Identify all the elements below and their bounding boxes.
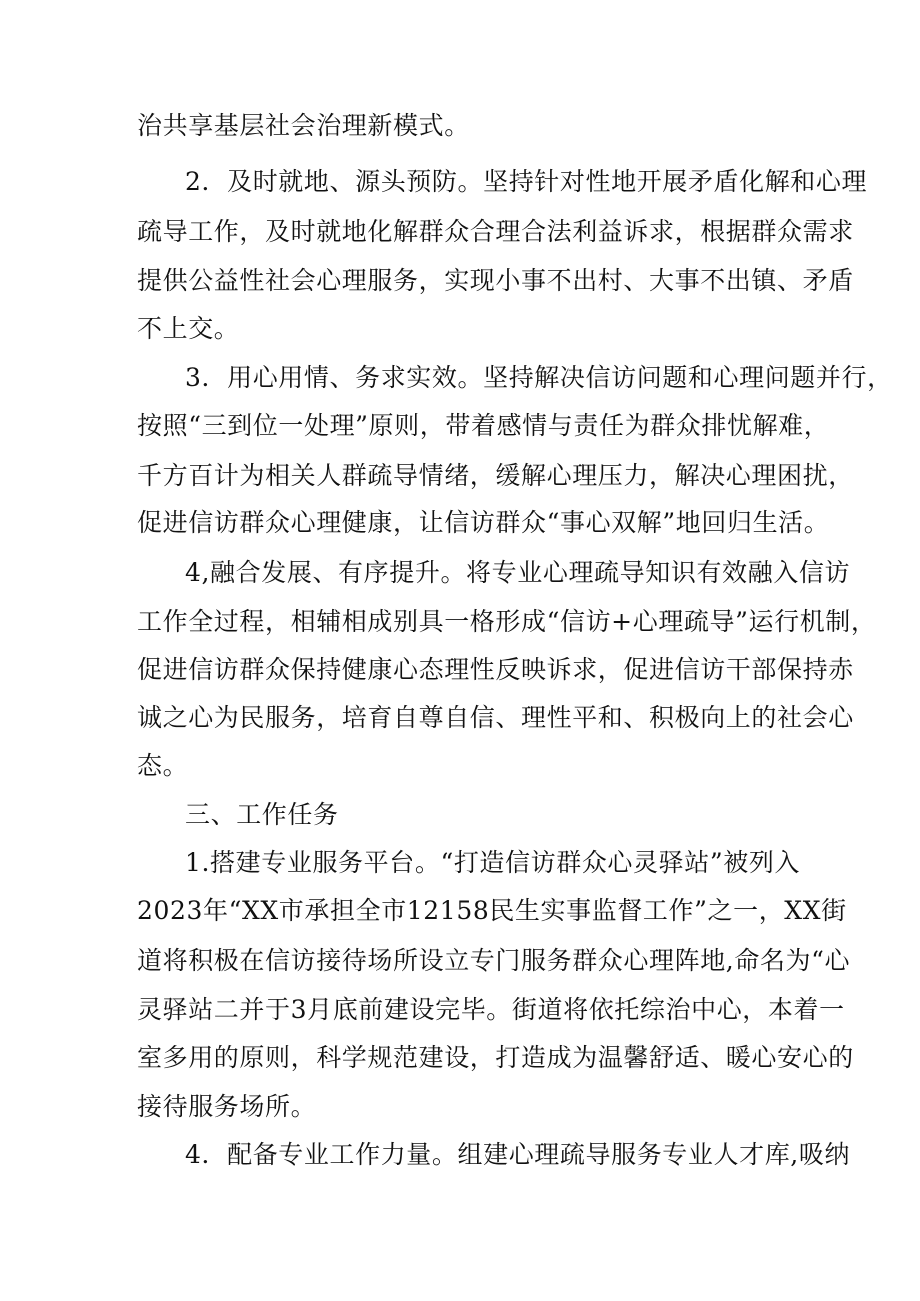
paragraph-line: 灵驿站二并于3月底前建设完毕。街道将依托综治中心，本着一 [137, 995, 845, 1024]
section-heading: 三、工作任务 [185, 800, 339, 829]
paragraph-line: 3．用心用情、务求实效。坚持解决信访问题和心理问题并行， [185, 363, 893, 392]
paragraph-line: 室多用的原则，科学规范建设，打造成为温馨舒适、暖心安心的 [137, 1043, 854, 1072]
paragraph-line: 4．配备专业工作力量。组建心理疏导服务专业人才库,吸纳 [185, 1140, 851, 1169]
paragraph-line: 促进信访群众心理健康，让信访群众“事心双解”地回归生活。 [137, 508, 830, 537]
paragraph-line: 2023年“XX市承担全市12158民生实事监督工作”之一，XX街 [137, 896, 847, 925]
paragraph-line: 态。 [137, 751, 189, 780]
paragraph-line: 诚之心为民服务，培育自尊自信、理性平和、积极向上的社会心 [137, 703, 854, 732]
paragraph-line: 4,融合发展、有序提升。将专业心理疏导知识有效融入信访 [185, 558, 851, 587]
paragraph-line: 工作全过程，相辅相成别具一格形成“信访+心理疏导”运行机制， [137, 607, 877, 636]
paragraph-line: 接待服务场所。 [137, 1092, 317, 1121]
paragraph-line: 按照“三到位一处理”原则，带着感情与责任为群众排忧解难， [137, 411, 830, 440]
paragraph-line: 提供公益性社会心理服务，实现小事不出村、大事不出镇、矛盾 [137, 266, 854, 295]
paragraph-line: 促进信访群众保持健康心态理性反映诉求，促进信访干部保持赤 [137, 655, 854, 684]
paragraph-line: 不上交。 [137, 314, 240, 343]
paragraph-line: 千方百计为相关人群疏导情绪，缓解心理压力，解决心理困扰， [137, 461, 854, 490]
paragraph-line: 2．及时就地、源头预防。坚持针对性地开展矛盾化解和心理 [185, 167, 868, 196]
paragraph-line: 治共享基层社会治理新模式。 [137, 111, 470, 140]
paragraph-line: 疏导工作，及时就地化解群众合理合法利益诉求，根据群众需求 [137, 217, 854, 246]
paragraph-line: 道将积极在信访接待场所设立专门服务群众心理阵地,命名为“心 [137, 946, 851, 975]
paragraph-line: 1.搭建专业服务平台。“打造信访群众心灵驿站”被列入 [185, 848, 801, 877]
